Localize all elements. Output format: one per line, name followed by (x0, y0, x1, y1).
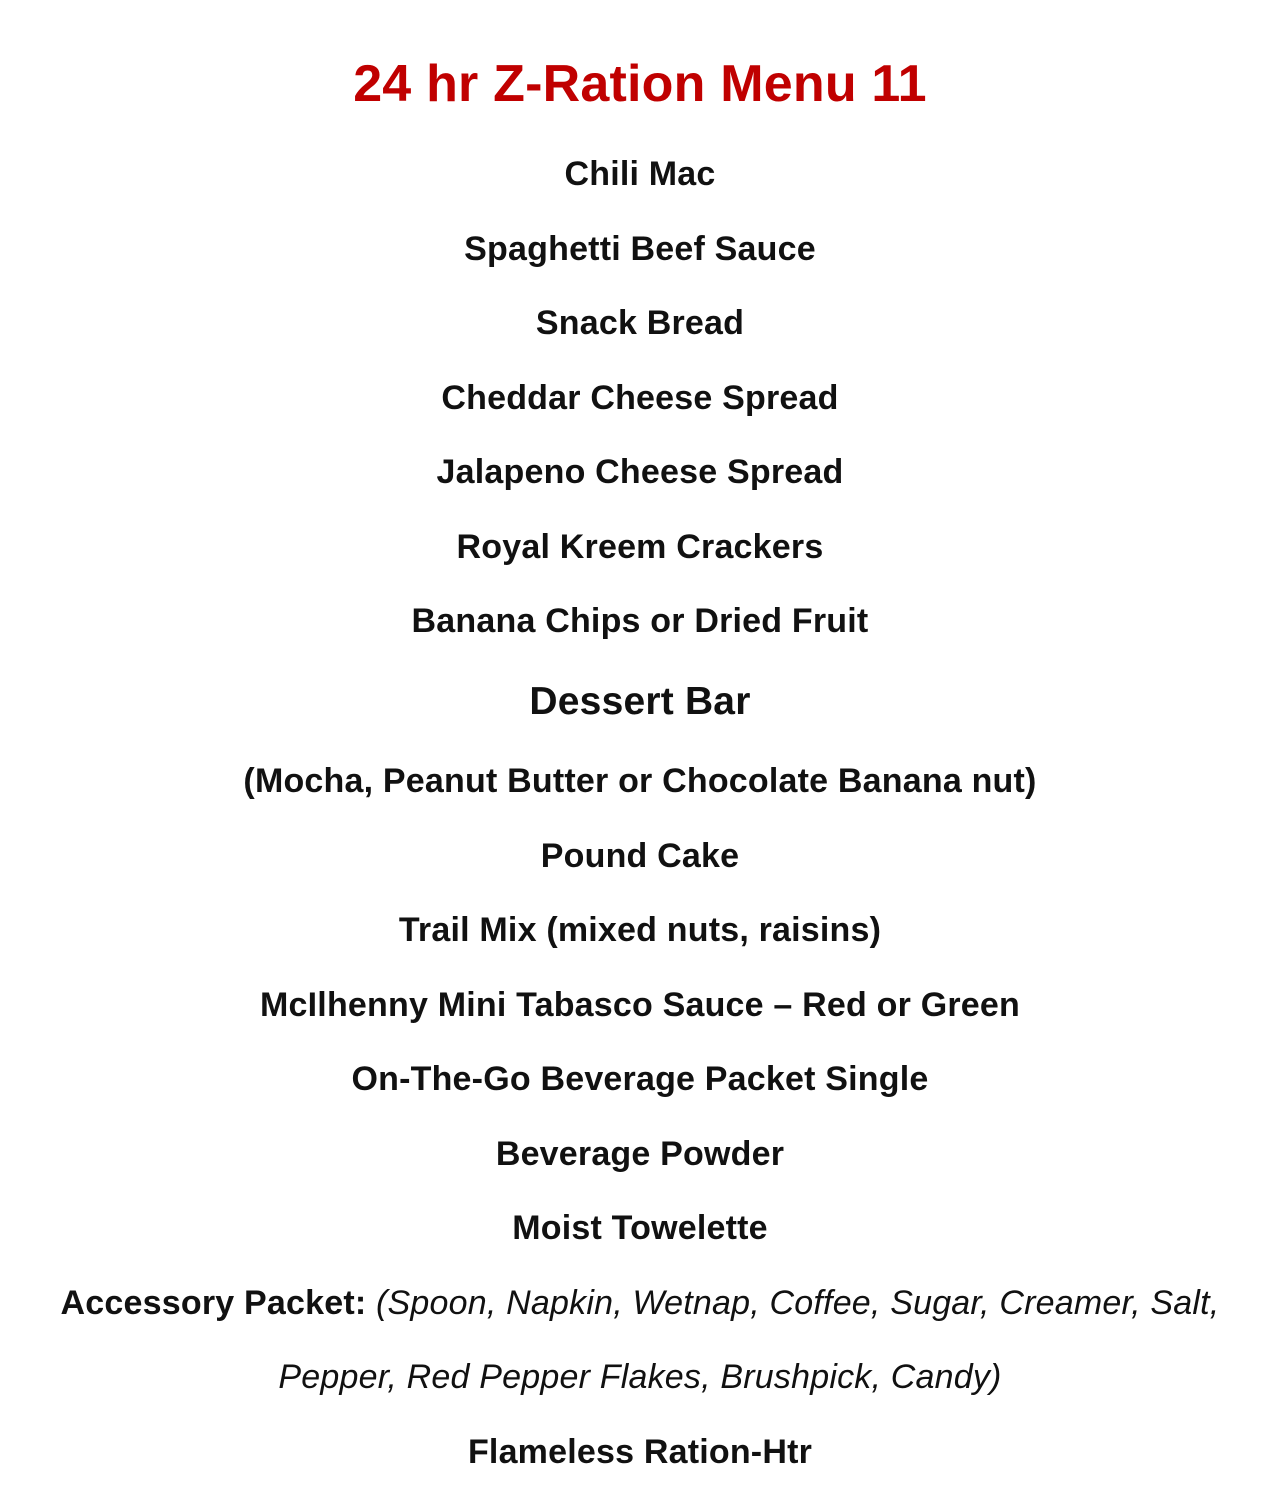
menu-title: 24 hr Z-Ration Menu 11 (353, 55, 927, 113)
menu-item-snack-bread: Snack Bread (535, 304, 745, 342)
menu-item-royal-kreem-crackers: Royal Kreem Crackers (456, 528, 824, 566)
accessory-packet-items-line1: (Spoon, Napkin, Wetnap, Coffee, Sugar, Creamer, Salt, (376, 1284, 1220, 1322)
dessert-bar-options: (Mocha, Peanut Butter or Chocolate Banana nut) (243, 762, 1037, 800)
menu-item-spaghetti-beef-sauce: Spaghetti Beef Sauce (464, 230, 816, 268)
menu-item-beverage-packet: On-The-Go Beverage Packet Single (351, 1060, 929, 1098)
menu-item-pound-cake: Pound Cake (540, 837, 740, 875)
menu-item-trail-mix: Trail Mix (mixed nuts, raisins) (398, 911, 882, 949)
menu-item-cheddar-cheese-spread: Cheddar Cheese Spread (441, 379, 839, 417)
menu-item-banana-chips: Banana Chips or Dried Fruit (411, 602, 869, 640)
menu-item-flameless-ration-heater: Flameless Ration-Htr (467, 1433, 813, 1471)
accessory-packet-items-line2: Pepper, Red Pepper Flakes, Brushpick, Candy) (278, 1358, 1002, 1396)
menu-item-tabasco-sauce: McIlhenny Mini Tabasco Sauce – Red or Green (260, 986, 1020, 1024)
menu-item-jalapeno-cheese-spread: Jalapeno Cheese Spread (436, 453, 844, 491)
menu-item-beverage-powder: Beverage Powder (495, 1135, 785, 1173)
accessory-packet-line (0, 1283, 1280, 1323)
menu-item-chili-mac: Chili Mac (564, 155, 716, 193)
accessory-packet-label: Accessory Packet: (60, 1284, 367, 1322)
dessert-bar-heading: Dessert Bar (529, 680, 751, 723)
menu-item-moist-towelette: Moist Towelette (512, 1209, 768, 1247)
